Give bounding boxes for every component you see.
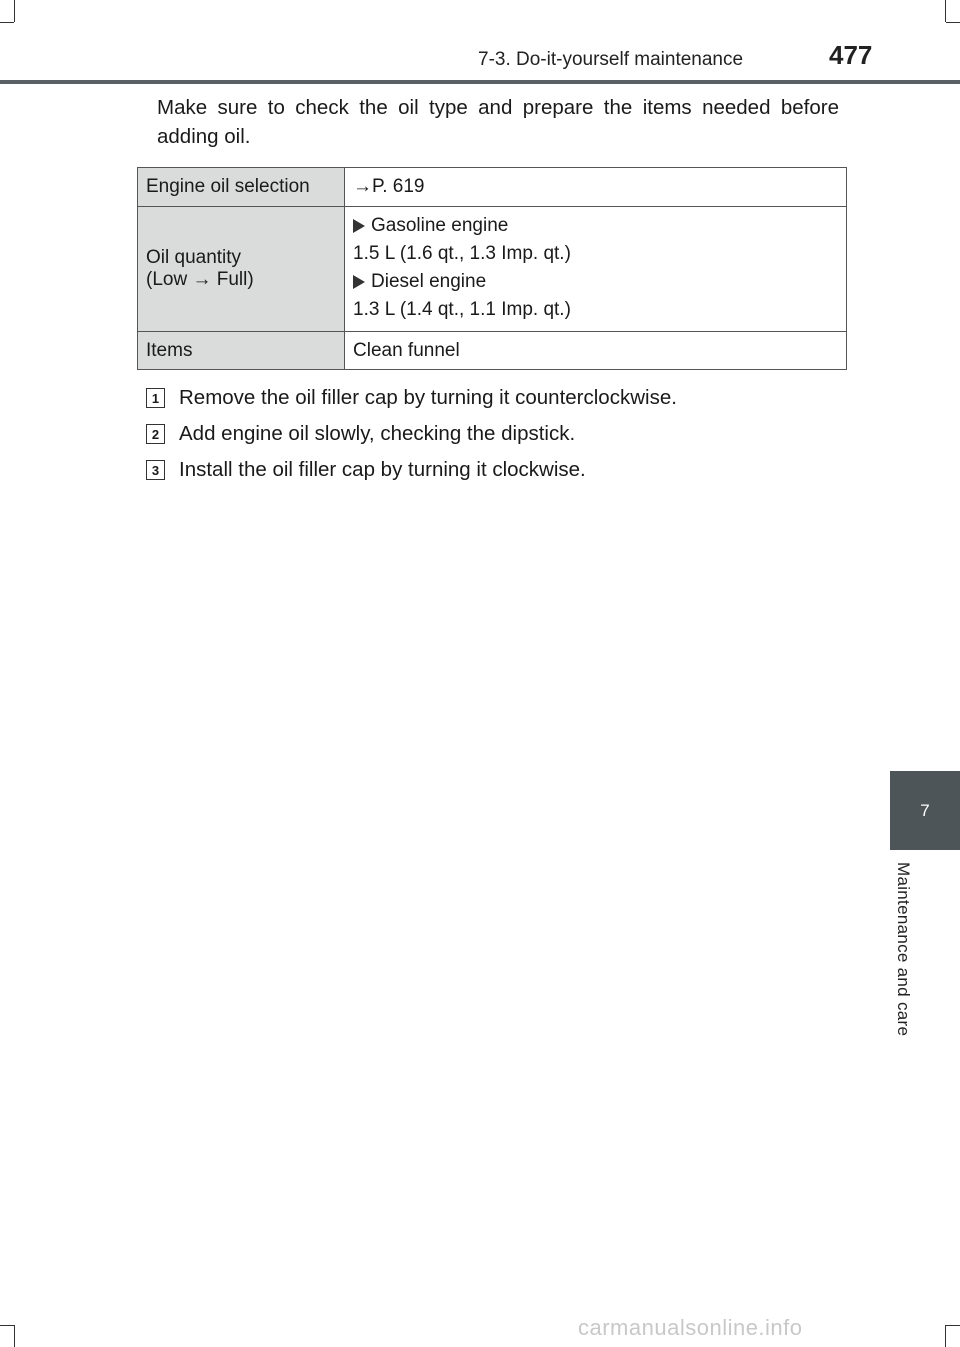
chapter-label: Maintenance and care — [894, 862, 913, 1037]
oil-quantity: 1.5 L (1.6 qt., 1.3 Imp. qt.) — [353, 243, 571, 264]
table-value-cell — [345, 207, 847, 332]
step-number: 1 — [146, 388, 165, 408]
section-header: 7-3. Do-it-yourself maintenance — [478, 49, 744, 70]
engine-type — [353, 271, 838, 293]
page-number: 477 — [829, 40, 873, 70]
triangle-bullet-icon — [353, 275, 365, 289]
step-list — [146, 380, 866, 488]
table-row — [138, 168, 847, 207]
step-text: Add engine oil slowly, checking the dipstick. — [179, 422, 576, 445]
label-line: (Low → Full) — [146, 269, 254, 290]
table-value-cell: →P. 619 — [345, 168, 847, 207]
chapter-tab: 7 — [890, 771, 960, 850]
list-item — [146, 452, 866, 488]
table-value-cell: Clean funnel — [345, 332, 847, 370]
list-item — [146, 416, 866, 452]
header-rule — [0, 80, 960, 84]
table-row — [138, 332, 847, 370]
table-label-cell — [138, 207, 345, 332]
crop-mark — [945, 0, 946, 22]
crop-mark — [0, 1325, 14, 1326]
oil-quantity: 1.3 L (1.4 qt., 1.1 Imp. qt.) — [353, 299, 571, 320]
step-text: Install the oil filler cap by turning it clockwise. — [179, 458, 586, 481]
table-row — [138, 207, 847, 332]
crop-mark — [0, 22, 14, 23]
engine-type — [353, 215, 838, 237]
oil-spec-table — [137, 167, 847, 370]
crop-mark — [946, 1325, 960, 1326]
engine-type-label: Gasoline engine — [371, 215, 509, 236]
list-item — [146, 380, 866, 416]
intro-paragraph: Make sure to check the oil type and prepare the items needed before adding oil. — [157, 96, 839, 148]
triangle-bullet-icon — [353, 219, 365, 233]
crop-mark — [945, 1325, 946, 1347]
table-label-cell: Engine oil selection — [138, 168, 345, 207]
crop-mark — [946, 22, 960, 23]
table-label-cell: Items — [138, 332, 345, 370]
step-number: 2 — [146, 424, 165, 444]
engine-type-label: Diesel engine — [371, 271, 487, 292]
watermark: carmanualsonline.info — [578, 1315, 803, 1340]
crop-mark — [14, 1325, 15, 1347]
step-text: Remove the oil filler cap by turning it counterclockwise. — [179, 386, 677, 409]
label-line: Oil quantity — [146, 247, 242, 268]
crop-mark — [14, 0, 15, 22]
step-number: 3 — [146, 460, 165, 480]
